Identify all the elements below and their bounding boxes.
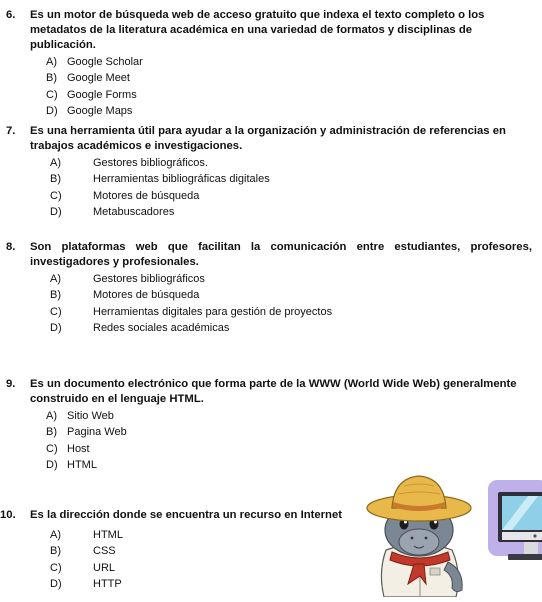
option-9d[interactable] — [0, 457, 532, 473]
option-8c[interactable] — [0, 304, 532, 320]
option-6c[interactable] — [0, 87, 532, 103]
option-6a[interactable] — [0, 54, 532, 70]
option-text: Google Meet — [67, 72, 130, 85]
option-9b[interactable] — [0, 424, 532, 440]
question-9-number: 9. — [6, 378, 16, 390]
option-6d[interactable] — [0, 103, 532, 119]
option-text: Gestores bibliográficos — [93, 273, 205, 285]
manatee-explorer-icon — [364, 472, 476, 602]
question-8-number: 8. — [6, 241, 16, 253]
question-9-text: Es un documento electrónico que forma parte de la WWW (World Wide Web) generalmente construido en el lenguaje HTML. — [30, 378, 517, 405]
option-text: HTML — [67, 458, 97, 471]
option-text: CSS — [93, 545, 116, 558]
question-7 — [0, 124, 532, 220]
option-7d[interactable] — [0, 204, 532, 220]
option-text: HTML — [93, 529, 123, 541]
option-letter: A) — [46, 56, 57, 68]
option-letter: C) — [50, 561, 62, 574]
question-7-stem — [6, 124, 532, 154]
option-7b[interactable] — [0, 171, 532, 187]
desktop-computer-icon — [488, 480, 542, 575]
option-text: Host — [67, 442, 90, 455]
option-text: Metabuscadores — [93, 205, 175, 218]
option-text: Pagina Web — [67, 426, 127, 439]
option-letter: B) — [46, 72, 57, 85]
option-text: Redes sociales académicas — [93, 321, 230, 334]
question-8 — [0, 240, 532, 336]
question-9-options — [0, 408, 532, 473]
option-text: URL — [93, 561, 116, 574]
question-7-options — [0, 155, 532, 220]
question-9 — [0, 377, 532, 473]
option-letter: D) — [46, 458, 58, 471]
option-letter: A) — [50, 529, 61, 541]
option-text: Google Scholar — [67, 56, 143, 68]
question-7-number: 7. — [6, 125, 16, 137]
question-10-stem — [0, 508, 360, 523]
question-7-text: Es una herramienta útil para ayudar a la organización y administración de referencias en trabajos académicos e investigaciones. — [30, 125, 506, 152]
option-text: Google Maps — [67, 104, 133, 117]
option-text: Motores de búsqueda — [93, 189, 200, 202]
option-letter: C) — [50, 305, 62, 318]
option-letter: B) — [46, 426, 57, 439]
option-letter: D) — [50, 205, 62, 218]
option-letter: B) — [50, 545, 61, 558]
option-text: Google Forms — [67, 88, 137, 101]
option-text: Sitio Web — [67, 410, 114, 422]
option-text: Motores de búsqueda — [93, 289, 200, 302]
question-6-stem — [6, 8, 532, 53]
option-letter: D) — [50, 321, 62, 334]
option-letter: C) — [50, 189, 62, 202]
option-letter: B) — [50, 173, 61, 186]
question-6-number: 6. — [6, 9, 16, 21]
option-8b[interactable] — [0, 287, 532, 303]
question-8-text: Son plataformas web que facilitan la comunicación entre estudiantes, profesores, investigadores y profesionales. — [30, 241, 532, 268]
option-text: Herramientas digitales para gestión de proyectos — [93, 305, 333, 318]
option-letter: B) — [50, 289, 61, 302]
option-7c[interactable] — [0, 188, 532, 204]
option-letter: C) — [46, 88, 58, 101]
question-6 — [0, 8, 532, 119]
question-6-text: Es un motor de búsqueda web de acceso gratuito que indexa el texto completo o los metadatos de la literatura académica en una variedad de formatos y disciplinas de publicación. — [30, 9, 485, 51]
option-letter: D) — [46, 104, 58, 117]
option-8a[interactable] — [0, 271, 532, 287]
option-9a[interactable] — [0, 408, 532, 424]
option-letter: A) — [50, 273, 61, 285]
question-9-stem — [6, 377, 532, 407]
option-letter: A) — [50, 157, 61, 169]
question-10-text: Es la dirección donde se encuentra un recurso en Internet — [30, 509, 343, 521]
question-8-stem — [6, 240, 532, 270]
option-text: HTTP — [93, 577, 122, 590]
option-letter: C) — [46, 442, 58, 455]
option-8d[interactable] — [0, 320, 532, 336]
option-text: Herramientas bibliográficas digitales — [93, 173, 270, 186]
question-6-options — [0, 54, 532, 119]
option-letter: A) — [46, 410, 57, 422]
option-9c[interactable] — [0, 441, 532, 457]
option-text: Gestores bibliográficos. — [93, 157, 208, 169]
option-6b[interactable] — [0, 70, 532, 86]
question-10-number: 10. — [0, 509, 16, 521]
question-8-options — [0, 271, 532, 336]
option-7a[interactable] — [0, 155, 532, 171]
option-letter: D) — [50, 577, 62, 590]
